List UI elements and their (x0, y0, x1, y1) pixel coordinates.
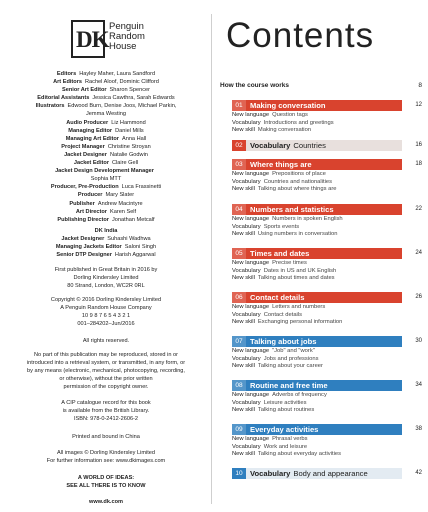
rights-block (4, 337, 208, 345)
detail-label: New skill (232, 186, 255, 193)
unit-detail-line (232, 179, 422, 187)
detail-value: Exchanging personal information (257, 319, 343, 326)
detail-label: Vocabulary (232, 223, 261, 230)
credit-row (4, 143, 208, 151)
credit-role: Producer (77, 192, 103, 199)
detail-value: Precise times (272, 260, 307, 266)
credit-names: Rachel Aloof, Dominic Clifford (85, 79, 159, 86)
images-block (4, 449, 208, 465)
unit-number: 02 (232, 140, 246, 151)
unit-page: 26 (415, 294, 422, 300)
detail-label: New language (232, 171, 270, 177)
detail-label: New language (232, 260, 270, 266)
credit-row (4, 78, 208, 86)
copyright-line: 10 9 8 7 6 5 4 3 2 1 (81, 313, 131, 320)
detail-label: New skill (232, 451, 255, 458)
credit-row (4, 208, 208, 216)
credit-role: Jacket Designer (61, 236, 105, 243)
unit-detail-line (232, 275, 422, 283)
unit-title-sub: Countries (293, 141, 326, 150)
unit-detail-line (232, 112, 422, 120)
detail-value: Dates in US and UK English (263, 267, 337, 274)
detail-value: Numbers in spoken English (272, 216, 343, 222)
images-line: All images © Dorling Kindersley Limited (56, 450, 155, 456)
detail-value: Work and leisure (263, 443, 308, 450)
unit-header[interactable] (220, 159, 422, 170)
credits-list (4, 70, 208, 224)
legal-line: permission of the copyright owner. (63, 384, 149, 391)
credit-names: Daniel Mills (115, 127, 144, 134)
unit-header[interactable] (220, 468, 422, 479)
unit-page: 18 (415, 161, 422, 167)
unit-title (250, 468, 368, 479)
legal-line: by any means (electronic, mechanical, photocopying, recording, (27, 368, 185, 375)
credit-names: Anna Hall (121, 135, 147, 142)
credit-names: Mary Slater (105, 192, 135, 199)
world-line: SEE ALL THERE IS TO KNOW (66, 483, 146, 490)
unit-title: Where things are (250, 160, 312, 169)
catalogue-line: A CIP catalogue record for this book (61, 400, 151, 406)
unit-detail-line (232, 451, 422, 459)
logo-text (109, 22, 145, 52)
detail-value: Talking about your career (257, 363, 323, 370)
credit-names: Luca Frassinetti (121, 184, 162, 191)
credit-role: Producer, Pre-Production (50, 184, 119, 191)
unit-detail-line (232, 407, 422, 415)
unit-details (232, 392, 422, 415)
credit-names: Hayley Maher, Laura Sandford (79, 71, 156, 77)
credit-role: Senior DTP Designer (56, 252, 112, 259)
unit-details (232, 436, 422, 459)
unit-header[interactable] (220, 292, 422, 303)
copyright-line: A Penguin Random House Company (60, 305, 152, 312)
unit-01[interactable] (220, 100, 422, 135)
how-page: 8 (418, 82, 422, 89)
credit-names: Jessica Cawthra, Sarah Edwards (92, 95, 175, 102)
unit-detail-line (232, 356, 422, 364)
detail-value: Contact details (263, 311, 303, 318)
credit-role: Managing Editor (68, 127, 113, 134)
unit-number: 03 (232, 159, 246, 170)
unit-10[interactable] (220, 468, 422, 479)
unit-page: 16 (415, 142, 422, 148)
credit-role: Project Manager (61, 143, 105, 150)
unit-header[interactable] (220, 336, 422, 347)
credit-names: Andrew Macintyre (97, 200, 143, 207)
detail-label: Vocabulary (232, 119, 261, 126)
credit-row (4, 70, 208, 78)
rights-line: All rights reserved. (82, 338, 130, 344)
logo-mark: DK (76, 27, 109, 52)
published-block (4, 266, 208, 290)
unit-07[interactable] (220, 336, 422, 371)
unit-detail-line (232, 186, 422, 194)
credit-names: Karen Self (109, 208, 137, 215)
credit-role: Editors (56, 71, 77, 77)
credit-row (4, 191, 208, 199)
unit-page: 30 (415, 338, 422, 344)
unit-detail-line (232, 436, 422, 444)
published-line: First published in Great Britain in 2016 by (54, 267, 158, 273)
credit-row (4, 175, 208, 183)
unit-02[interactable] (220, 140, 422, 151)
logo-line1: Penguin (109, 21, 144, 32)
copyright-block (4, 296, 208, 328)
detail-label: New language (232, 436, 270, 442)
credit-row (4, 135, 208, 143)
how-label: How the course works (220, 82, 289, 89)
unit-title: Contact details (250, 293, 305, 302)
unit-detail-line (232, 319, 422, 327)
detail-value: Introductions and greetings (263, 119, 334, 126)
detail-label: New language (232, 392, 270, 398)
credit-names: Sophia MTT (90, 176, 122, 183)
india-credit-row (4, 251, 208, 259)
published-line: 80 Strand, London, WC2R 0RL (67, 283, 145, 290)
legal-line: introduced into a retrieval system, or transmitted, in any form, or (26, 360, 186, 367)
unit-number: 10 (232, 468, 246, 479)
credit-row (4, 183, 208, 191)
credit-row (4, 127, 208, 135)
unit-detail-line (232, 231, 422, 239)
unit-details (232, 171, 422, 194)
credit-names: Natalie Godwin (109, 151, 148, 158)
detail-label: Vocabulary (232, 178, 261, 185)
logo-line2: Random (109, 31, 145, 42)
detail-value: Sports events (263, 223, 300, 230)
detail-label: New skill (232, 319, 255, 326)
detail-value: Letters and numbers (272, 304, 326, 310)
unit-06[interactable] (220, 292, 422, 327)
detail-label: New language (232, 112, 270, 118)
unit-number: 01 (232, 100, 246, 111)
credit-names: Jonathan Metcalf (111, 216, 155, 223)
unit-title: Times and dates (250, 249, 310, 258)
credit-role: Audio Producer (66, 119, 109, 126)
detail-value: Prepositions of place (272, 171, 326, 177)
contents-page (214, 0, 428, 512)
unit-detail-line (232, 127, 422, 135)
detail-label: Vocabulary (232, 267, 261, 274)
detail-value: Talking about times and dates (257, 275, 335, 282)
column-divider (211, 14, 212, 504)
credit-row (4, 151, 208, 159)
unit-header[interactable] (220, 204, 422, 215)
detail-value: Leisure activities (263, 399, 307, 406)
unit-title (250, 140, 326, 151)
world-block (4, 474, 208, 490)
detail-value: Making conversation (257, 127, 312, 134)
credit-role: Senior Art Editor (62, 87, 107, 94)
published-line: Dorling Kindersley Limited (73, 275, 139, 282)
credit-role: Jacket Designer (64, 151, 107, 158)
credit-role: Jacket Design Development Manager (55, 168, 154, 175)
dk-logo (71, 20, 171, 64)
unit-03[interactable] (220, 159, 422, 194)
detail-value: Phrasal verbs (272, 436, 308, 442)
unit-detail-line (232, 400, 422, 408)
unit-number: 05 (232, 248, 246, 259)
unit-details (232, 112, 422, 135)
unit-title: Everyday activities (250, 425, 319, 434)
unit-title-sub: Body and appearance (293, 469, 368, 478)
images-line: For further information see: www.dkimages.com (46, 458, 166, 465)
unit-header[interactable] (220, 100, 422, 111)
unit-detail-line (232, 268, 422, 276)
credit-role: Managing Jackets Editor (55, 244, 122, 251)
legal-line: No part of this publication may be reproduced, stored in or (34, 352, 178, 358)
detail-value: "Job" and "work" (272, 348, 315, 354)
unit-page: 38 (415, 426, 422, 432)
unit-header[interactable] (220, 248, 422, 259)
unit-detail-line (232, 224, 422, 232)
unit-page: 22 (415, 206, 422, 212)
detail-label: New language (232, 216, 270, 222)
imprint-page (0, 0, 210, 512)
url-block (4, 498, 208, 506)
unit-05[interactable] (220, 248, 422, 283)
india-credit-row (4, 235, 208, 243)
unit-title: Making conversation (250, 101, 326, 110)
detail-value: Question tags (272, 112, 308, 118)
credit-role: Editorial Assistants (37, 95, 90, 102)
detail-value: Using numbers in conversation (257, 231, 338, 238)
credit-names: Harish Aggarwal (114, 252, 156, 259)
unit-page: 24 (415, 250, 422, 256)
detail-value: Talking about where things are (257, 186, 337, 193)
unit-page: 12 (415, 102, 422, 108)
unit-page: 34 (415, 382, 422, 388)
detail-label: New language (232, 304, 270, 310)
credit-names: Edwood Burn, Denise Joos, Michael Parkin, (67, 103, 177, 110)
india-credit-row (4, 243, 208, 251)
unit-title-main: Vocabulary (250, 469, 291, 478)
detail-label: Vocabulary (232, 443, 261, 450)
website-url: www.dk.com (89, 499, 123, 505)
legal-block (4, 351, 208, 391)
dk-india-heading: DK India (94, 228, 118, 234)
unit-detail-line (232, 363, 422, 371)
detail-label: New skill (232, 407, 255, 414)
unit-title: Talking about jobs (250, 337, 317, 346)
logo-box (71, 20, 109, 58)
credit-names: Jemma Westing (86, 111, 126, 118)
detail-label: Vocabulary (232, 311, 261, 318)
credit-role: Art Editors (53, 79, 82, 86)
unit-number: 09 (232, 424, 246, 435)
detail-label: New skill (232, 231, 255, 238)
credit-row (4, 86, 208, 94)
unit-04[interactable] (220, 204, 422, 239)
credit-row (4, 216, 208, 224)
detail-value: Countries and nationalities (263, 178, 333, 185)
logo-line3: House (109, 41, 137, 52)
credit-role: Jacket Editor (73, 160, 109, 167)
catalogue-block (4, 399, 208, 423)
detail-label: New skill (232, 127, 255, 134)
credit-role: Managing Art Editor (65, 135, 119, 142)
world-line: A WORLD OF IDEAS: (77, 475, 135, 481)
credit-role: Art Director (75, 208, 107, 215)
unit-detail-line (232, 444, 422, 452)
detail-label: Vocabulary (232, 399, 261, 406)
credit-names: Christine Stroyan (107, 143, 151, 150)
credit-role: Illustrators (35, 103, 65, 110)
credit-names: Saloni Singh (124, 244, 157, 251)
credit-names: Claire Gell (112, 160, 139, 167)
credit-names: Sharon Spencer (109, 87, 150, 94)
credit-row (4, 102, 208, 110)
detail-label: Vocabulary (232, 355, 261, 362)
unit-page: 42 (415, 470, 422, 476)
unit-header[interactable] (220, 424, 422, 435)
credit-role: Publisher (69, 200, 95, 207)
detail-value: Adverbs of frequency (272, 392, 327, 398)
catalogue-line: is available from the British Library. (62, 408, 150, 415)
unit-header[interactable] (220, 380, 422, 391)
unit-title-main: Vocabulary (250, 141, 291, 150)
detail-value: Talking about everyday activities (257, 451, 342, 458)
credit-row (4, 110, 208, 118)
detail-label: New skill (232, 363, 255, 370)
copyright-line: 001–284202–Jun/2016 (77, 321, 135, 328)
legal-line: or otherwise), without the prior written (59, 376, 153, 383)
unit-detail-line (232, 120, 422, 128)
page-title: Contents (226, 16, 375, 55)
unit-title: Numbers and statistics (250, 205, 334, 214)
credit-names: Liz Hammond (111, 119, 146, 126)
credit-row (4, 167, 208, 175)
detail-label: New language (232, 348, 270, 354)
unit-08[interactable] (220, 380, 422, 415)
credit-role: Publishing Director (57, 216, 109, 223)
unit-title: Routine and free time (250, 381, 328, 390)
unit-number: 07 (232, 336, 246, 347)
credit-names: Suhashi Wadhwa (107, 236, 151, 243)
catalogue-line: ISBN: 978-0-2412-2606-2 (73, 416, 139, 423)
unit-details (232, 304, 422, 327)
unit-details (232, 216, 422, 239)
detail-value: Jobs and professions (263, 355, 319, 362)
unit-details (232, 348, 422, 371)
unit-detail-line (232, 348, 422, 356)
unit-detail-line (232, 260, 422, 268)
unit-09[interactable] (220, 424, 422, 459)
printed-line: Printed and bound in China (72, 434, 140, 440)
credit-row (4, 119, 208, 127)
detail-value: Talking about routines (257, 407, 315, 414)
dk-india-block (4, 227, 208, 259)
detail-label: New skill (232, 275, 255, 282)
unit-number: 08 (232, 380, 246, 391)
credit-row (4, 200, 208, 208)
unit-detail-line (232, 392, 422, 400)
copyright-line: Copyright © 2016 Dorling Kindersley Limited (50, 297, 162, 303)
unit-header[interactable] (220, 140, 422, 151)
unit-detail-line (232, 171, 422, 179)
how-course-works (220, 82, 422, 89)
unit-detail-line (232, 312, 422, 320)
unit-detail-line (232, 216, 422, 224)
unit-number: 06 (232, 292, 246, 303)
unit-number: 04 (232, 204, 246, 215)
printed-block (4, 433, 208, 441)
credit-row (4, 159, 208, 167)
unit-details (232, 260, 422, 283)
unit-detail-line (232, 304, 422, 312)
credit-row (4, 94, 208, 102)
